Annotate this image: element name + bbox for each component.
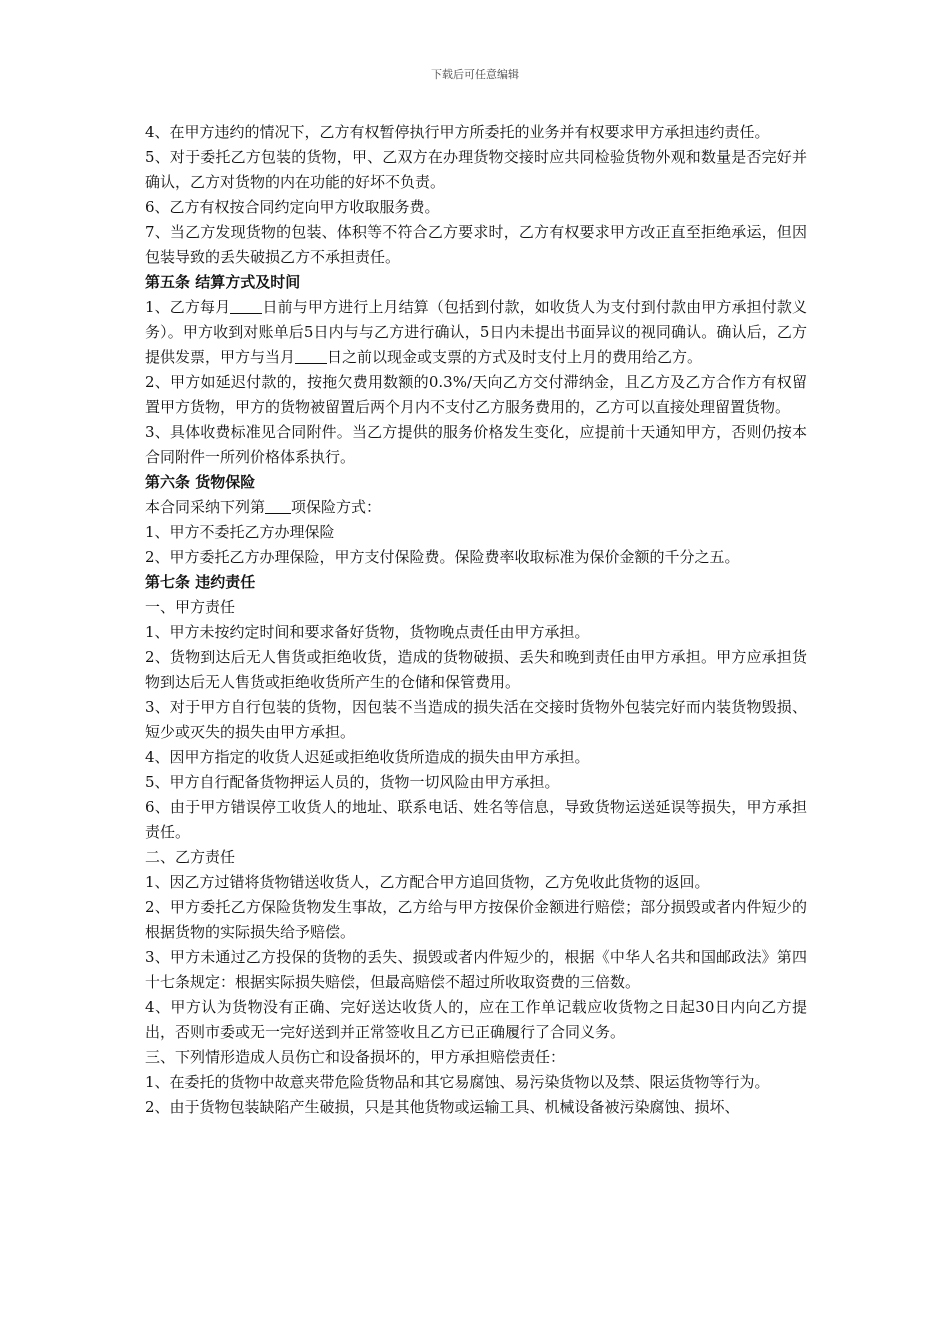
paragraph-party-a-4: 4、因甲方指定的收货人迟延或拒绝收货所造成的损失由甲方承担。 (145, 748, 590, 766)
paragraph-party-b-2: 2、甲方委托乙方保险货物发生事故，乙方给与甲方按保价金额进行赔偿；部分损毁或者内件短少的根据货物的实际损失给予赔偿。 (145, 898, 807, 941)
subsection-party-a: 一、甲方责任 (145, 598, 236, 616)
document-body (145, 120, 807, 1120)
settlement-text-part-3: 日之前以现金或支票的方式及时支付上月的费用给乙方。 (327, 348, 703, 366)
paragraph-settlement-2: 2、甲方如延迟付款的，按拖欠费用数额的0.3%/天向乙方交付滞纳金，且乙方及乙方合作方有权留置甲方货物，甲方的货物被留置后两个月内不支付乙方服务费用的，乙方可以直接处理留置货物。 (145, 373, 807, 416)
paragraph-clause-4-4: 4、在甲方违约的情况下，乙方有权暂停执行甲方所委托的业务并有权要求甲方承担违约责任。 (145, 123, 770, 141)
paragraph-party-a-2: 2、货物到达后无人售货或拒绝收货，造成的货物破损、丢失和晚到责任由甲方承担。甲方应承担货物到达后无人售货或拒绝收货所产生的仓储和保管费用。 (145, 648, 807, 691)
paragraph-party-b-3: 3、甲方未通过乙方投保的货物的丢失、损毁或者内件短少的，根据《中华人名共和国邮政法》第四十七条规定：根据实际损失赔偿，但最高赔偿不超过所收取资费的三倍数。 (145, 948, 807, 991)
section-heading-6: 第六条 货物保险 (145, 473, 256, 491)
blank-line (265, 498, 291, 514)
paragraph-party-a-6: 6、由于甲方错误停工收货人的地址、联系电话、姓名等信息，导致货物运送延误等损失，甲方承担责任。 (145, 798, 807, 841)
section-heading-5: 第五条 结算方式及时间 (145, 273, 301, 291)
blank-line (230, 298, 262, 314)
section-heading-7: 第七条 违约责任 (145, 573, 256, 591)
paragraph-party-b-4: 4、甲方认为货物没有正确、完好送达收货人的，应在工作单记载应收货物之日起30日内向乙方提出，否则市委或无一完好送到并正常签收且乙方已正确履行了合同义务。 (145, 998, 807, 1041)
settlement-text-part-2: 日前与甲方进行上月结算（包括到付款，如收货人为支付到付款由甲方承担付款义务）。甲方收到对账单后5日内与与乙方进行确认，5日内未提出书面异议的视同确认。确认后，乙方提供发票，甲方与当月 (145, 298, 807, 366)
paragraph-damages-2: 2、由于货物包装缺陷产生破损，只是其他货物或运输工具、机械设备被污染腐蚀、损坏、 (145, 1098, 740, 1116)
settlement-text-part-1: 1、乙方每月 (145, 298, 231, 316)
paragraph-party-a-5: 5、甲方自行配备货物押运人员的，货物一切风险由甲方承担。 (145, 773, 560, 791)
paragraph-party-a-3: 3、对于甲方自行包装的货物，因包装不当造成的损失活在交接时货物外包装完好而内装货物毁损、短少或灭失的损失由甲方承担。 (145, 698, 807, 741)
paragraph-settlement-1 (145, 295, 807, 370)
blank-line (295, 348, 327, 364)
subsection-party-b: 二、乙方责任 (145, 848, 236, 866)
paragraph-clause-4-6: 6、乙方有权按合同约定向甲方收取服务费。 (145, 198, 440, 216)
subsection-damages: 三、下列情形造成人员伤亡和设备损坏的，甲方承担赔偿责任： (145, 1048, 566, 1066)
paragraph-party-b-1: 1、因乙方过错将货物错送收货人，乙方配合甲方追回货物，乙方免收此货物的返回。 (145, 873, 710, 891)
insurance-text-part-1: 本合同采纳下列第 (145, 498, 266, 516)
paragraph-settlement-3: 3、具体收费标准见合同附件。当乙方提供的服务价格发生变化，应提前十天通知甲方，否则仍按本合同附件一所列价格体系执行。 (145, 423, 807, 466)
paragraph-clause-4-5: 5、对于委托乙方包装的货物，甲、乙双方在办理货物交接时应共同检验货物外观和数量是否完好并确认，乙方对货物的内在功能的好坏不负责。 (145, 148, 807, 191)
paragraph-insurance-2: 2、甲方委托乙方办理保险，甲方支付保险费。保险费率收取标准为保价金额的千分之五。 (145, 548, 740, 566)
paragraph-damages-1: 1、在委托的货物中故意夹带危险货物品和其它易腐蚀、易污染货物以及禁、限运货物等行为。 (145, 1073, 770, 1091)
paragraph-clause-4-7: 7、当乙方发现货物的包装、体积等不符合乙方要求时，乙方有权要求甲方改正直至拒绝承运，但因包装导致的丢失破损乙方不承担责任。 (145, 223, 807, 266)
paragraph-insurance-intro (145, 495, 807, 520)
insurance-text-part-2: 项保险方式： (291, 498, 382, 516)
page-header: 下载后可任意编辑 (431, 68, 519, 81)
paragraph-insurance-1: 1、甲方不委托乙方办理保险 (145, 523, 335, 541)
paragraph-party-a-1: 1、甲方未按约定时间和要求备好货物，货物晚点责任由甲方承担。 (145, 623, 590, 641)
